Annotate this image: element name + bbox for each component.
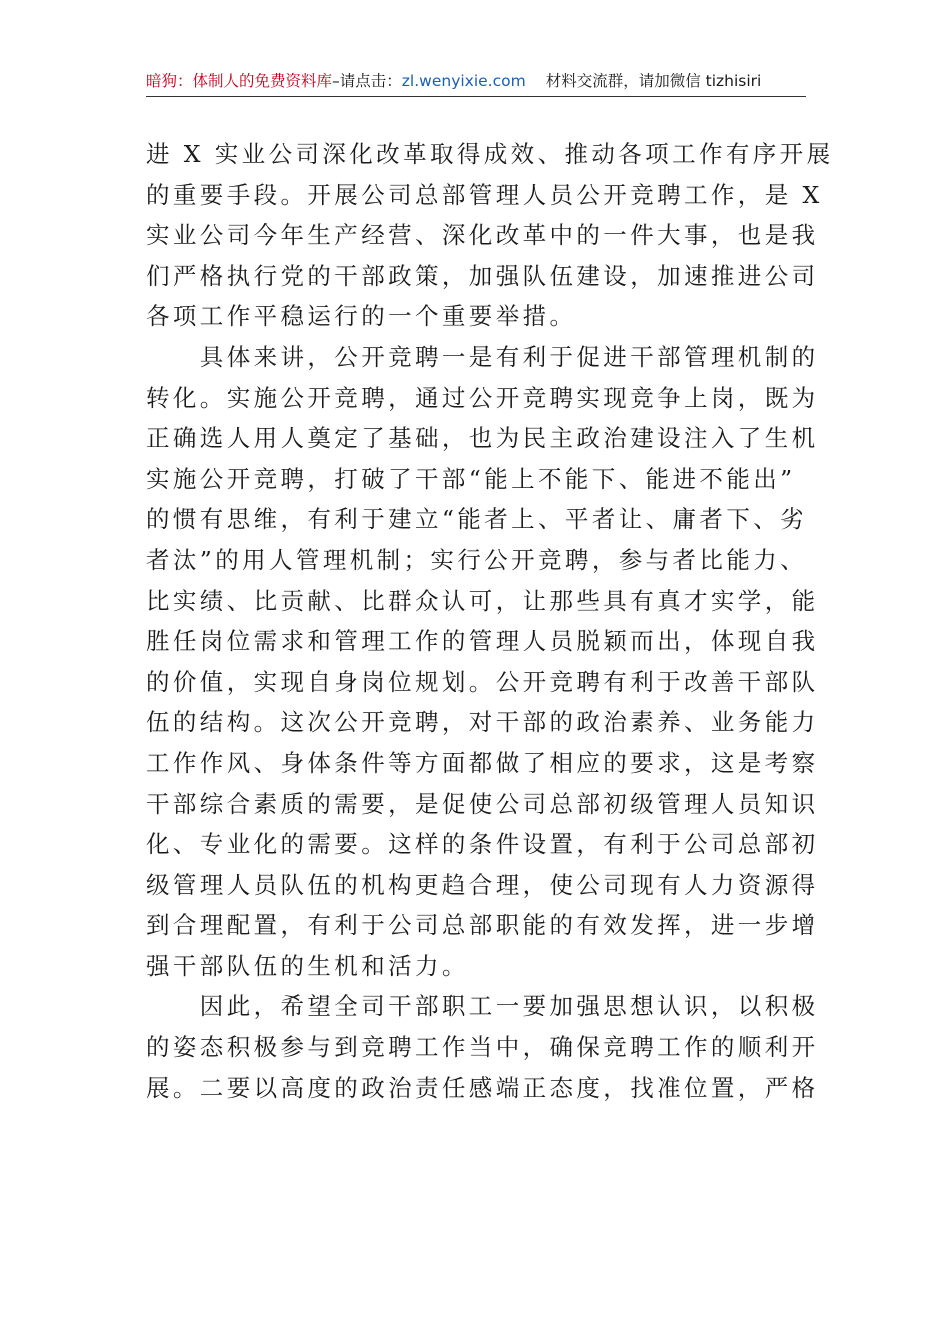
header-url-link[interactable]: zl.wenyixie.com xyxy=(401,72,526,90)
body-line: 化、专业化的需要。这样的条件设置，有利于公司总部初 xyxy=(146,830,819,859)
body-line: 展。二要以高度的政治责任感端正态度，找准位置，严格 xyxy=(146,1073,819,1102)
body-line: 比实绩、比贡献、比群众认可，让那些具有真才实学，能 xyxy=(146,586,819,615)
body-line: 强干部队伍的生机和活力。 xyxy=(146,951,469,980)
body-line: 实业公司今年生产经营、深化改革中的一件大事，也是我 xyxy=(146,221,819,250)
body-line: 干部综合素质的需要，是促使公司总部初级管理人员知识 xyxy=(146,789,819,818)
header-click-prefix: –请点击： xyxy=(332,72,402,90)
document-body xyxy=(146,134,834,1108)
body-line: 进 X 实业公司深化改革取得成效、推动各项工作有序开展 xyxy=(146,140,834,168)
body-line: 到合理配置，有利于公司总部职能的有效发挥，进一步增 xyxy=(146,911,819,940)
body-line: 胜任岗位需求和管理工作的管理人员脱颖而出，体现自我 xyxy=(146,627,819,656)
body-line: 具体来讲，公开竞聘一是有利于促进干部管理机制的 xyxy=(146,342,819,371)
body-line: 的价值，实现自身岗位规划。公开竞聘有利于改善干部队 xyxy=(146,667,819,696)
header-brand: 暗狗：体制人的免费资料库 xyxy=(146,72,333,90)
body-line: 的惯有思维，有利于建立“能者上、平者让、庸者下、劣 xyxy=(146,505,808,534)
body-line: 者汰”的用人管理机制；实行公开竞聘，参与者比能力、 xyxy=(146,545,808,574)
body-line: 伍的结构。这次公开竞聘，对干部的政治素养、业务能力 xyxy=(146,708,819,737)
body-line: 各项工作平稳运行的一个重要举措。 xyxy=(146,302,577,331)
body-line: 正确选人用人奠定了基础，也为民主政治建设注入了生机 xyxy=(146,424,819,453)
body-line: 们严格执行党的干部政策，加强队伍建设，加速推进公司 xyxy=(146,261,819,290)
page-header xyxy=(146,66,806,96)
body-line: 的重要手段。开展公司总部管理人员公开竞聘工作，是 X xyxy=(146,180,823,209)
header-divider xyxy=(146,96,806,97)
body-line: 实施公开竞聘，打破了干部“能上不能下、能进不能出” xyxy=(146,464,796,493)
body-line: 级管理人员队伍的机构更趋合理，使公司现有人力资源得 xyxy=(146,870,819,899)
header-wechat-note: 材料交流群，请加微信 tizhisiri xyxy=(545,72,762,90)
body-line: 因此，希望全司干部职工一要加强思想认识，以积极 xyxy=(146,992,819,1021)
body-line: 工作作风、身体条件等方面都做了相应的要求，这是考察 xyxy=(146,748,819,777)
body-line: 的姿态积极参与到竞聘工作当中，确保竞聘工作的顺利开 xyxy=(146,1033,819,1062)
body-line: 转化。实施公开竞聘，通过公开竞聘实现竞争上岗，既为 xyxy=(146,383,819,412)
